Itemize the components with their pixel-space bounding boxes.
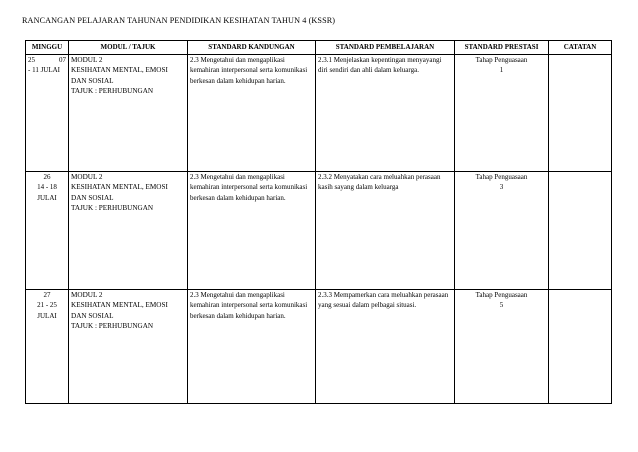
- standard-pembelajaran-cell: 2.3.1 Menjelaskan kepentingan menyayangi diri sendiri dan ahli dalam keluarga.: [316, 55, 455, 172]
- lesson-plan-table: [25, 40, 612, 404]
- tajuk-label: TAJUK : PERHUBUNGAN: [71, 87, 154, 96]
- minggu-date-range: - 11 JULAI: [28, 66, 61, 75]
- table-row: [26, 172, 612, 290]
- header-standard-prestasi: STANDARD PRESTASI: [455, 41, 549, 55]
- minggu-date-start: 14 - 18: [37, 183, 57, 192]
- modul-name-line2: DAN SOSIAL: [71, 76, 114, 85]
- modul-label: MODUL 2: [71, 173, 103, 181]
- table-row: [26, 55, 612, 172]
- standard-kandungan-cell: 2.3 Mengetahui dan mengaplikasi kemahiran interpersonal serta komunikasi berkesan dalam kehidupan harian.: [188, 55, 316, 172]
- minggu-number: 25: [28, 56, 35, 64]
- table-row: [26, 290, 612, 404]
- modul-label: MODUL 2: [71, 291, 103, 299]
- tajuk-label: TAJUK : PERHUBUNGAN: [71, 322, 154, 331]
- modul-cell: [69, 172, 188, 290]
- document-title: RANCANGAN PELAJARAN TAHUNAN PENDIDIKAN KESIHATAN TAHUN 4 (KSSR): [22, 16, 336, 25]
- catatan-cell: [549, 55, 612, 172]
- minggu-date-start: 07: [59, 56, 66, 64]
- prestasi-level: 3: [499, 183, 504, 192]
- minggu-cell: [26, 172, 69, 290]
- standard-prestasi-cell: [455, 290, 549, 404]
- header-minggu: MINGGU: [26, 41, 69, 55]
- modul-name-line2: DAN SOSIAL: [71, 311, 114, 320]
- minggu-date-range: JULAI: [37, 311, 57, 320]
- standard-pembelajaran-cell: 2.3.2 Menyatakan cara meluahkan perasaan kasih sayang dalam keluarga: [316, 172, 455, 290]
- standard-prestasi-cell: [455, 55, 549, 172]
- minggu-date-start: 21 - 25: [37, 301, 57, 310]
- header-row: [26, 41, 612, 55]
- modul-label: MODUL 2: [71, 56, 103, 64]
- standard-pembelajaran-cell: 2.3.3 Mempamerkan cara meluahkan perasaan yang sesuai dalam pelbagai situasi.: [316, 290, 455, 404]
- standard-kandungan-cell: 2.3 Mengetahui dan mengaplikasi kemahiran interpersonal serta komunikasi berkesan dalam kehidupan harian.: [188, 290, 316, 404]
- header-modul-tajuk: MODUL / TAJUK: [69, 41, 188, 55]
- catatan-cell: [549, 290, 612, 404]
- minggu-date-range: JULAI: [37, 193, 57, 202]
- modul-cell: [69, 290, 188, 404]
- header-standard-kandungan: STANDARD KANDUNGAN: [188, 41, 316, 55]
- minggu-number: 26: [43, 173, 51, 181]
- prestasi-label: Tahap Penguasaan: [475, 56, 528, 64]
- modul-name-line1: KESIHATAN MENTAL, EMOSI: [71, 66, 168, 75]
- header-standard-pembelajaran: STANDARD PEMBELAJARAN: [316, 41, 455, 55]
- catatan-cell: [549, 172, 612, 290]
- standard-prestasi-cell: [455, 172, 549, 290]
- minggu-cell: [26, 290, 69, 404]
- modul-name-line2: DAN SOSIAL: [71, 193, 114, 202]
- prestasi-label: Tahap Penguasaan: [475, 291, 528, 299]
- prestasi-label: Tahap Penguasaan: [475, 173, 528, 181]
- modul-name-line1: KESIHATAN MENTAL, EMOSI: [71, 183, 168, 192]
- modul-name-line1: KESIHATAN MENTAL, EMOSI: [71, 301, 168, 310]
- minggu-number: 27: [43, 291, 51, 299]
- standard-kandungan-cell: 2.3 Mengetahui dan mengaplikasi kemahiran interpersonal serta komunikasi berkesan dalam kehidupan harian.: [188, 172, 316, 290]
- header-catatan: CATATAN: [549, 41, 612, 55]
- prestasi-level: 1: [499, 66, 504, 75]
- modul-cell: [69, 55, 188, 172]
- prestasi-level: 5: [499, 301, 504, 310]
- minggu-cell: [26, 55, 69, 172]
- tajuk-label: TAJUK : PERHUBUNGAN: [71, 204, 154, 213]
